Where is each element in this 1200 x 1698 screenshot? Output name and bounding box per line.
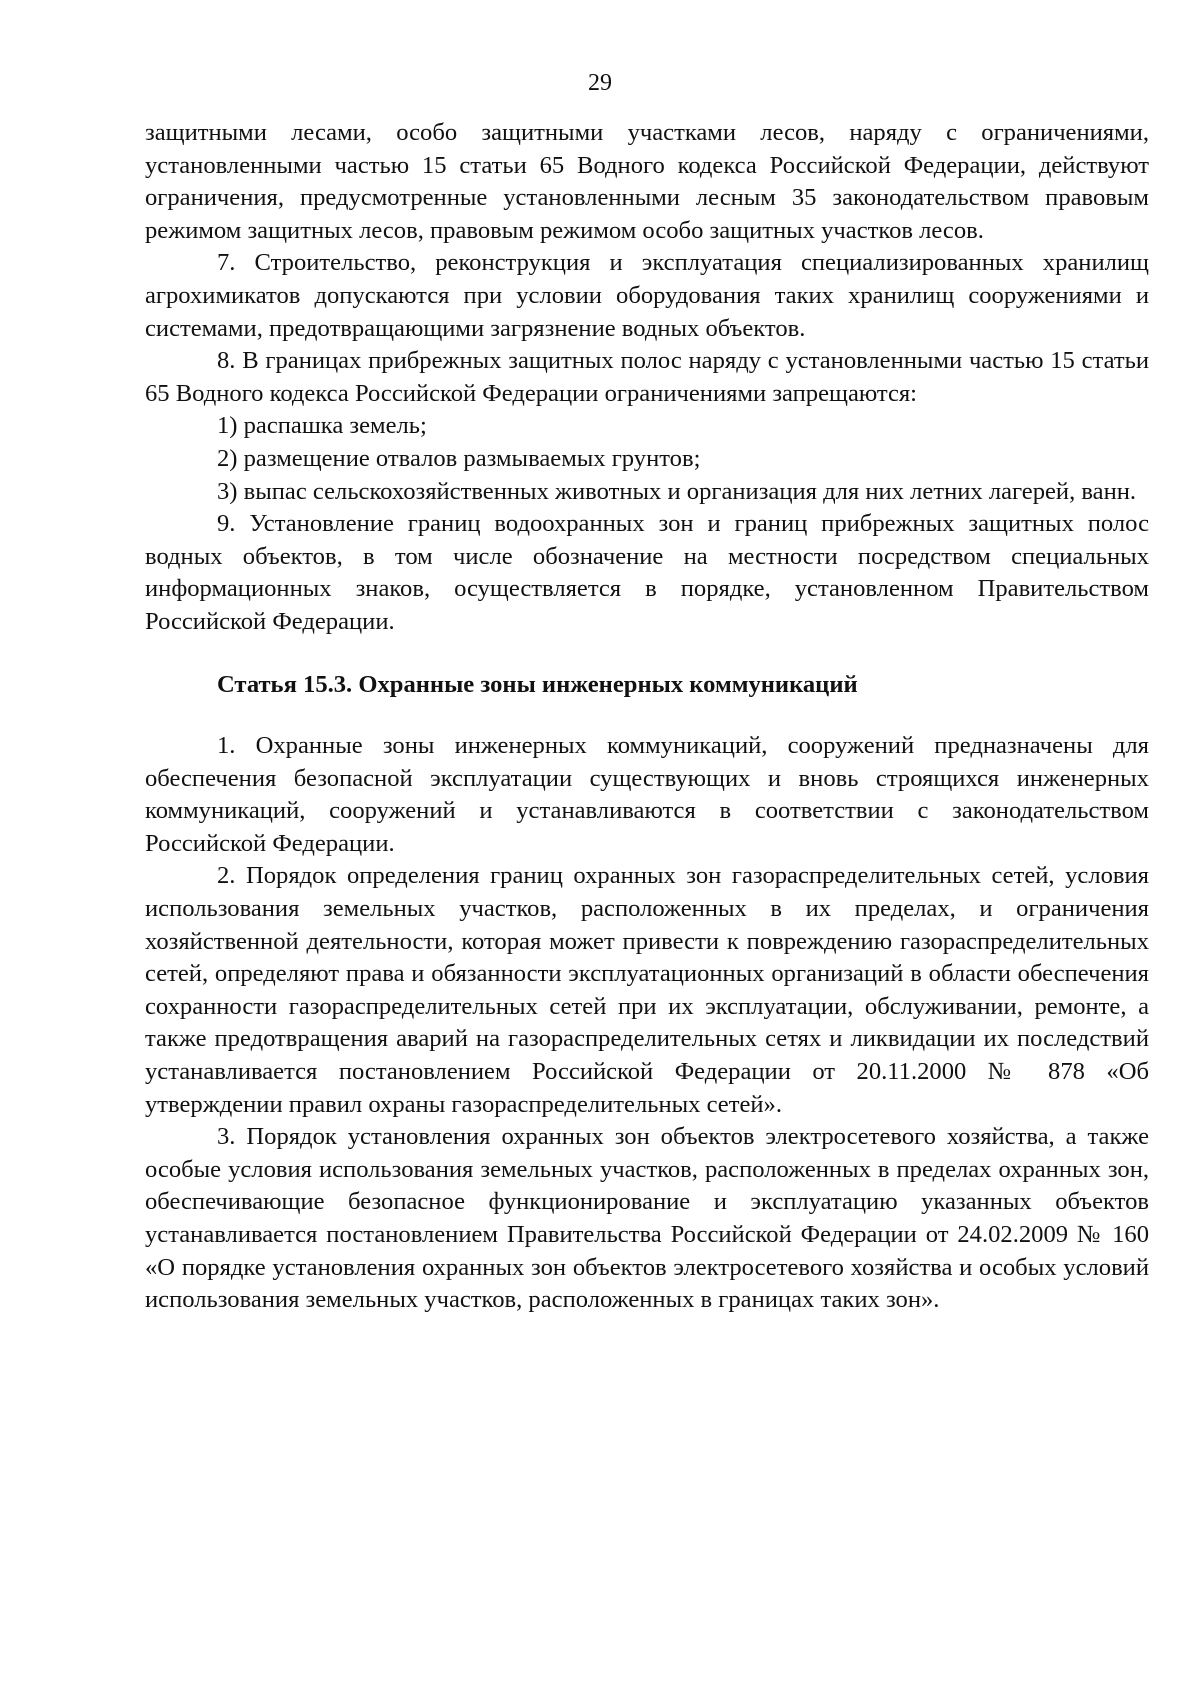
article-heading: Статья 15.3. Охранные зоны инженерных коммуникаций xyxy=(217,670,858,698)
paragraph-continuation: защитными лесами, особо защитными участками лесов, наряду с ограничениями, установленными частью 15 статьи 65 Водного кодекса Российской Федерации, действуют ограничения, предусмотренные установленными лесным 35 законодательством правовым режимом защитных лесов, правовым режимом особо защитных участков лесов. xyxy=(145,119,1149,244)
article-paragraph-3: 3. Порядок установления охранных зон объектов электросетевого хозяйства, а также особые условия использования земельных участков, расположенных в пределах охранных зон, обеспечивающие безопасное функционирование и эксплуатацию указанных объектов устанавливается постановлением Правительства Российской Федерации от 24.02.2009 № 160 «О порядке установления охранных зон объектов электросетевого хозяйства и особых условий использования земельных участков, расположенных в границах таких зон». xyxy=(145,1123,1149,1314)
paragraph-item-7: 7. Строительство, реконструкция и эксплуатация специализированных хранилищ агрохимикатов допускаются при условии оборудования таких хранилищ сооружениями и системами, предотвращающими загрязнение водных объектов. xyxy=(145,249,1149,342)
article-paragraph-2: 2. Порядок определения границ охранных зон газораспределительных сетей, условия использования земельных участков, расположенных в их пределах, и ограничения хозяйственной деятельности, которая может привести к повреждению газораспределительных сетей, определяют права и обязанности эксплуатационных организаций в области обеспечения сохранности газораспределительных сетей при их эксплуатации, обслуживании, ремонте, а также предотвращения аварий на газораспределительных сетях и ликвидации их последствий устанавливается постановлением Российской Федерации от 20.11.2000 № 878 «Об утверждении правил охраны газораспределительных сетей». xyxy=(145,862,1149,1118)
page-number: 29 xyxy=(588,70,612,96)
list-item-3: 3) выпас сельскохозяйственных животных и организация для них летних лагерей, ванн. xyxy=(217,477,1137,505)
list-item-2: 2) размещение отвалов размываемых грунтов; xyxy=(217,444,701,472)
article-paragraph-1: 1. Охранные зоны инженерных коммуникаций, сооружений предназначены для обеспечения безопасной эксплуатации существующих и вновь строящихся инженерных коммуникаций, сооружений и устанавливаются в соответствии с законодательством Российской Федерации. xyxy=(145,732,1149,857)
document-body xyxy=(145,117,1149,1317)
list-item-1: 1) распашка земель; xyxy=(217,412,427,440)
paragraph-item-9: 9. Установление границ водоохранных зон и границ прибрежных защитных полос водных объектов, в том числе обозначение на местности посредством специальных информационных знаков, осуществляется в порядке, установленном Правительством Российской Федерации. xyxy=(145,510,1149,635)
paragraph-item-8: 8. В границах прибрежных защитных полос наряду с установленными частью 15 статьи 65 Водного кодекса Российской Федерации ограничениями запрещаются: xyxy=(145,347,1149,407)
